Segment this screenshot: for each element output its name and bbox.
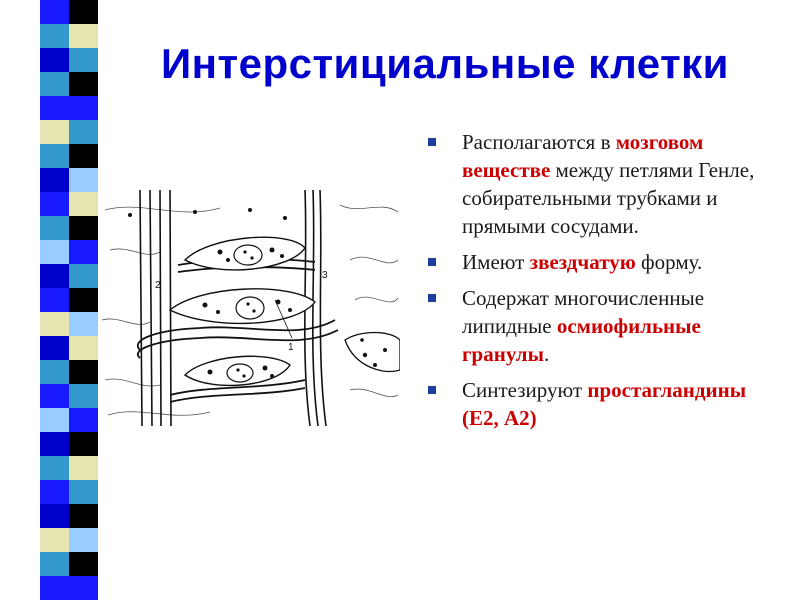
highlighted-term: звездчатую [529, 250, 636, 274]
highlighted-term: осмиофильные гранулы [462, 314, 701, 366]
stripe-cell [40, 384, 98, 408]
bullet-item [428, 376, 784, 432]
stripe-cell [40, 504, 98, 528]
figure-label-2: 2 [155, 280, 161, 291]
stripe-cell [40, 264, 98, 288]
square-bullet-icon [428, 138, 436, 146]
stripe-cell [40, 408, 98, 432]
stripe-cell [40, 192, 98, 216]
figure-label-3: 3 [322, 270, 328, 281]
stripe-cell [40, 432, 98, 456]
bullet-text: Содержат многочисленные липидные [462, 286, 705, 338]
bullet-item [428, 128, 784, 240]
stripe-cell [40, 72, 98, 96]
bullet-text: между петлями Генле, собирательными трубками и прямыми сосудами. [462, 158, 755, 238]
highlighted-term: мозговом веществе [462, 130, 704, 182]
stripe-cell [40, 168, 98, 192]
stripe-cell [40, 48, 98, 72]
stripe-cell [40, 216, 98, 240]
interstitial-cells-drawing [100, 190, 400, 426]
stripe-cell [40, 312, 98, 336]
bullet-text: форму. [635, 250, 703, 274]
highlighted-term: простагландины (Е2, А2) [462, 378, 747, 430]
stripe-cell [40, 456, 98, 480]
stripe-cell [40, 288, 98, 312]
stripe-cell [40, 360, 98, 384]
decorative-stripe-bar [40, 0, 98, 600]
stripe-cell [40, 96, 98, 120]
bullet-text: Синтезируют [462, 378, 588, 402]
histology-illustration [100, 190, 400, 426]
bullet-text: Имеют [462, 250, 530, 274]
bullet-list [428, 128, 784, 440]
slide-title: Интерстициальные клетки [160, 40, 730, 87]
stripe-cell [40, 480, 98, 504]
stripe-cell [40, 528, 98, 552]
stripe-cell [40, 240, 98, 264]
square-bullet-icon [428, 258, 436, 266]
square-bullet-icon [428, 294, 436, 302]
stripe-cell [40, 24, 98, 48]
figure-label-1: 1 [288, 342, 294, 353]
stripe-cell [40, 552, 98, 576]
bullet-item [428, 284, 784, 368]
stripe-cell [40, 144, 98, 168]
stripe-cell [40, 336, 98, 360]
bullet-text: Располагаются в [462, 130, 616, 154]
square-bullet-icon [428, 386, 436, 394]
stripe-cell [40, 0, 98, 24]
bullet-item [428, 248, 784, 276]
stripe-cell [40, 576, 98, 600]
bullet-text: . [543, 342, 550, 366]
stripe-cell [40, 120, 98, 144]
